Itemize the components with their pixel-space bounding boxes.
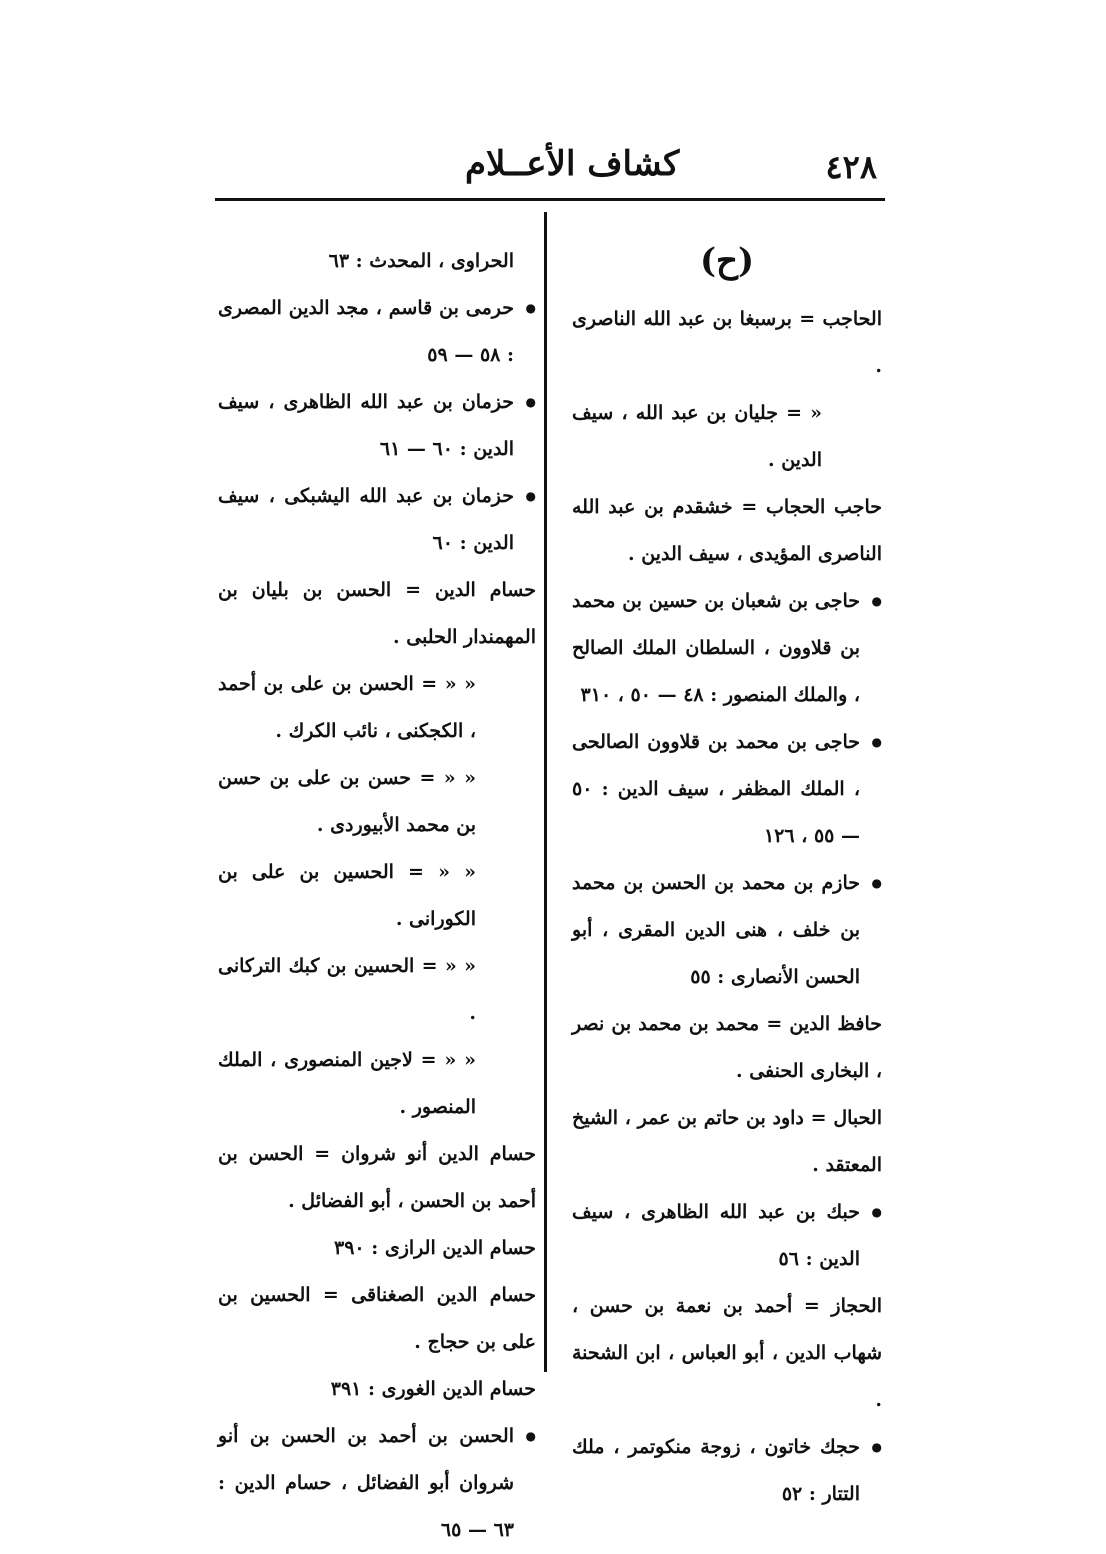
index-entry: الحراوى ، المحدث : ٦٣ [328,250,514,272]
index-entry: ● حرمى بن قاسم ، مجد الدين المصرى : ٥٨ — ٥٩ [218,285,536,379]
index-entry: « « = الحسن بن على بن أحمد ، الكجكنى ، نائب الكرك . [218,673,476,742]
index-entry: ● حازم بن محمد بن الحسن بن محمد بن خلف ، هنى الدين المقرى ، أبو الحسن الأنصارى : ٥٥ [572,860,882,1001]
index-entry: حسام الدين الصغناقى = الحسين بن على بن حجاج . [218,1284,536,1353]
index-entry: ● حجك خاتون ، زوجة منكوتمر ، ملك التتار : ٥٢ [572,1424,882,1518]
index-entry: « = جليان بن عبد الله ، سيف الدين . [572,402,822,471]
index-entry: حسام الدين الرازى : ٣٩٠ [333,1237,536,1259]
index-entry: ● الحسن بن أحمد بن الحسن بن أنو شروان أبو الفضائل ، حسام الدين : ٦٣ — ٦٥ [218,1413,536,1554]
index-entry: ● حبك بن عبد الله الظاهرى ، سيف الدين : ٥٦ [572,1189,882,1283]
index-entry: حاجب الحجاب = خشقدم بن عبد الله الناصرى المؤيدى ، سيف الدين . [572,496,882,565]
index-entry: حسام الدين = الحسن بن بليان بن المهمندار الحلبى . [218,579,536,648]
column-divider [544,212,547,1372]
index-entry: « « = حسن بن على بن حسن بن محمد الأبيوردى . [218,767,476,836]
right-column [572,238,882,1518]
index-entry: ● حاجى بن محمد بن قلاوون الصالحى ، الملك المظفر ، سيف الدين : ٥٠ — ٥٥ ، ١٢٦ [572,719,882,860]
left-column [218,238,536,1554]
index-entry: حسام الدين الغورى : ٣٩١ [330,1378,536,1400]
left-entries-list [218,238,536,1554]
index-entry: « « = الحسين بن كبك التركانى . [218,955,476,1024]
index-entry: الحجاز = أحمد بن نعمة بن حسن ، شهاب الدين ، أبو العباس ، ابن الشحنة . [572,1295,882,1411]
page-title: كشاف الأعــلام [465,144,680,184]
index-entry: « « = الحسين بن على بن الكورانى . [218,861,476,930]
index-entry: « « = لاجين المنصورى ، الملك المنصور . [218,1049,476,1118]
index-entry: حسام الدين أنو شروان = الحسن بن أحمد بن الحسن ، أبو الفضائل . [218,1143,536,1212]
index-entry: ● حزمان بن عبد الله اليشبكى ، سيف الدين : ٦٠ [218,473,536,567]
letter-heading: (ح) [699,241,755,281]
page-number: ٤٢٨ [825,148,877,186]
index-entry: ● حزمان بن عبد الله الظاهرى ، سيف الدين : ٦٠ — ٦١ [218,379,536,473]
index-entry: حافظ الدين = محمد بن محمد بن نصر ، البخارى الحنفى . [572,1013,882,1082]
index-entry: ● حاجى بن شعبان بن حسين بن محمد بن قلاوون ، السلطان الملك الصالح ، والملك المنصور : ٤٨ — ٥٠ ، ٣١٠ [572,578,882,719]
index-entry: الحبال = داود بن حاتم بن عمر ، الشيخ المعتقد . [572,1107,882,1176]
index-entry: الحاجب = برسبغا بن عبد الله الناصرى . [572,308,882,377]
page-header [215,140,885,201]
right-entries-list [572,296,882,1518]
